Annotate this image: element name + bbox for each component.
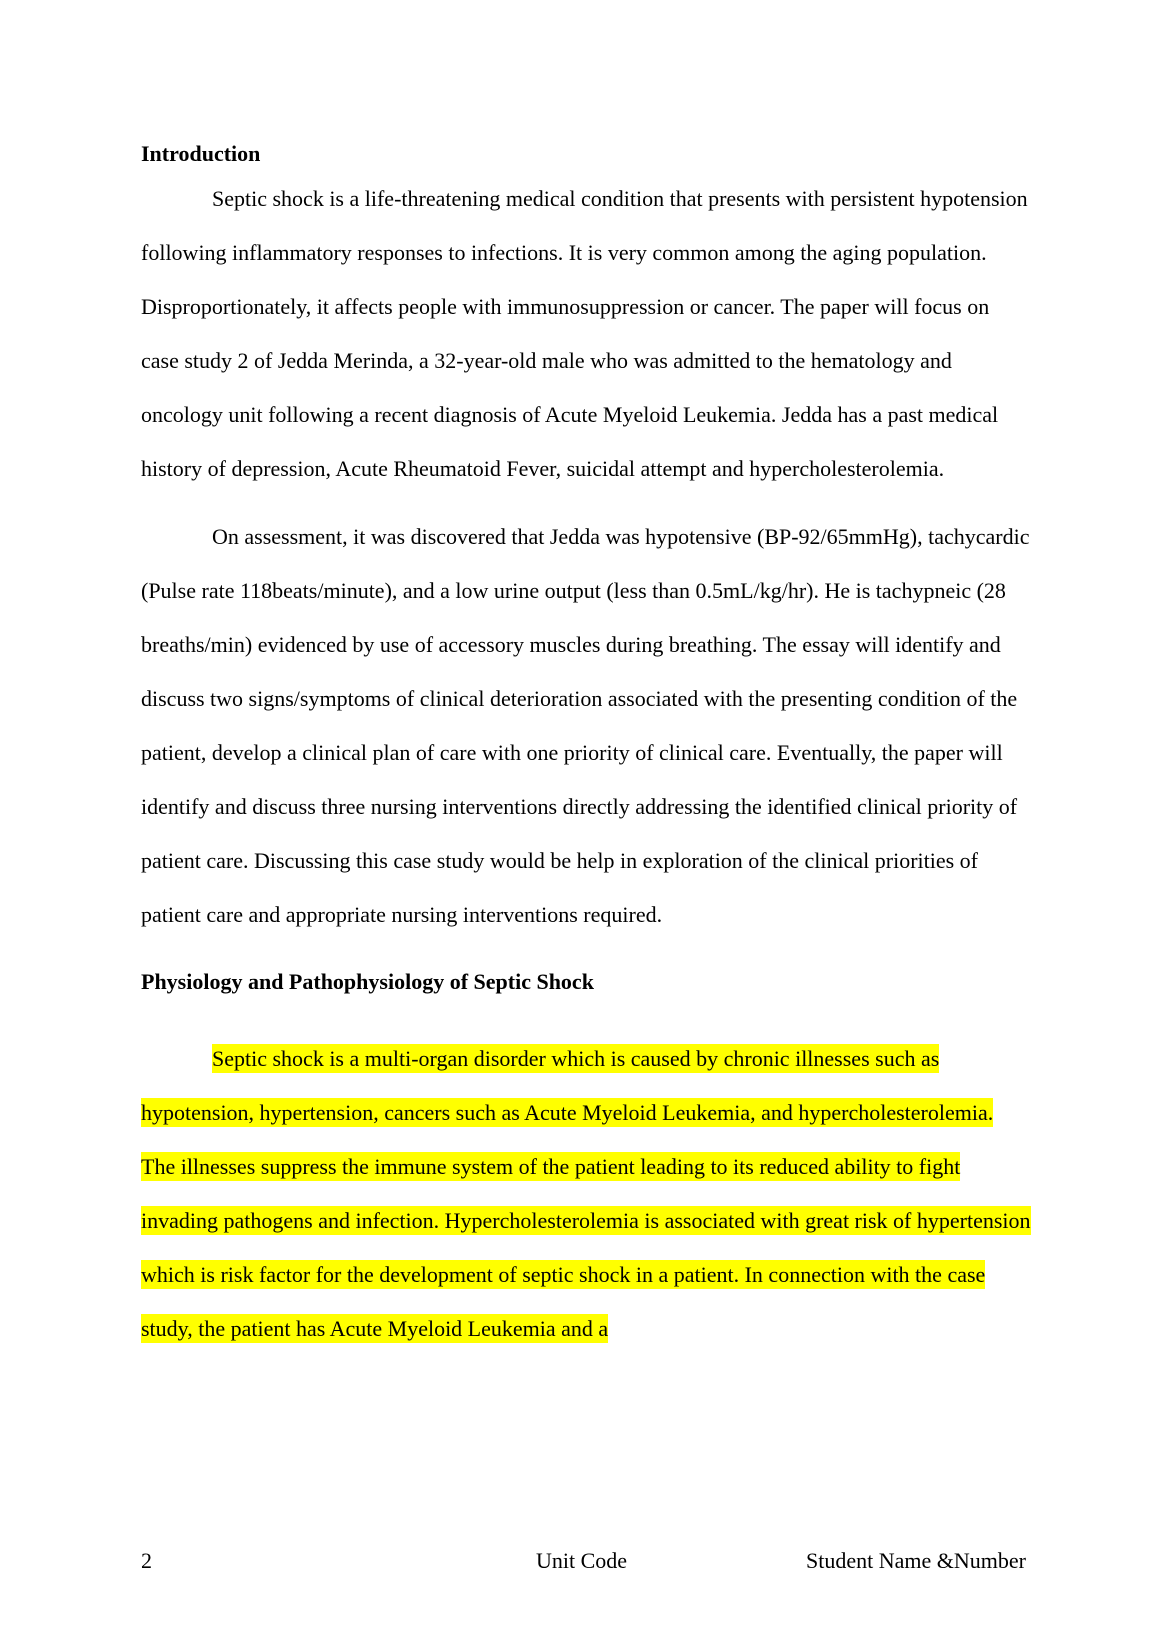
physiology-paragraph-1: [141, 1032, 1031, 1356]
footer-student-name: Student Name &Number: [806, 1548, 1026, 1573]
introduction-paragraph-1: Septic shock is a life-threatening medical condition that presents with persistent hypotension following inflammatory responses to infections. It is very common among the aging population. Disproportionately, it affects people with immunosuppression or cancer. The paper will focus on case study 2 of Jedda Merinda, a 32-year-old male who was admitted to the hematology and oncology unit following a recent diagnosis of Acute Myeloid Leukemia. Jedda has a past medical history of depression, Acute Rheumatoid Fever, suicidal attempt and hypercholesterolemia.: [141, 186, 1028, 481]
footer-page-number: 2: [141, 1548, 152, 1573]
footer-unit-code: Unit Code: [536, 1548, 628, 1573]
introduction-paragraph-2: On assessment, it was discovered that Jedda was hypotensive (BP-92/65mmHg), tachycardic (Pulse rate 118beats/minute), and a low urine output (less than 0.5mL/kg/hr). He is tachypneic (28 breaths/min) evidenced by use of accessory muscles during breathing. The essay will identify and discuss two signs/symptoms of clinical deterioration associated with the presenting condition of the patient, develop a clinical plan of care with one priority of clinical care. Eventually, the paper will identify and discuss three nursing interventions directly addressing the identified clinical priority of patient care. Discussing this case study would be help in exploration of the clinical priorities of patient care and appropriate nursing interventions required.: [141, 524, 1030, 927]
document-body: [141, 136, 1031, 1356]
section-heading-physiology: Physiology and Pathophysiology of Septic Shock: [141, 969, 594, 994]
page-footer: [141, 1543, 1026, 1579]
section-heading-introduction: Introduction: [141, 141, 261, 166]
highlighted-text: Septic shock is a multi-organ disorder which is caused by chronic illnesses such as hypotension, hypertension, cancers such as Acute Myeloid Leukemia, and hypercholesterolemia. The illnesses suppress the immune system of the patient leading to its reduced ability to fight invading pathogens and infection. Hypercholesterolemia is associated with great risk of hypertension which is risk factor for the development of septic shock in a patient. In connection with the case study, the patient has Acute Myeloid Leukemia and a: [141, 1046, 1031, 1341]
